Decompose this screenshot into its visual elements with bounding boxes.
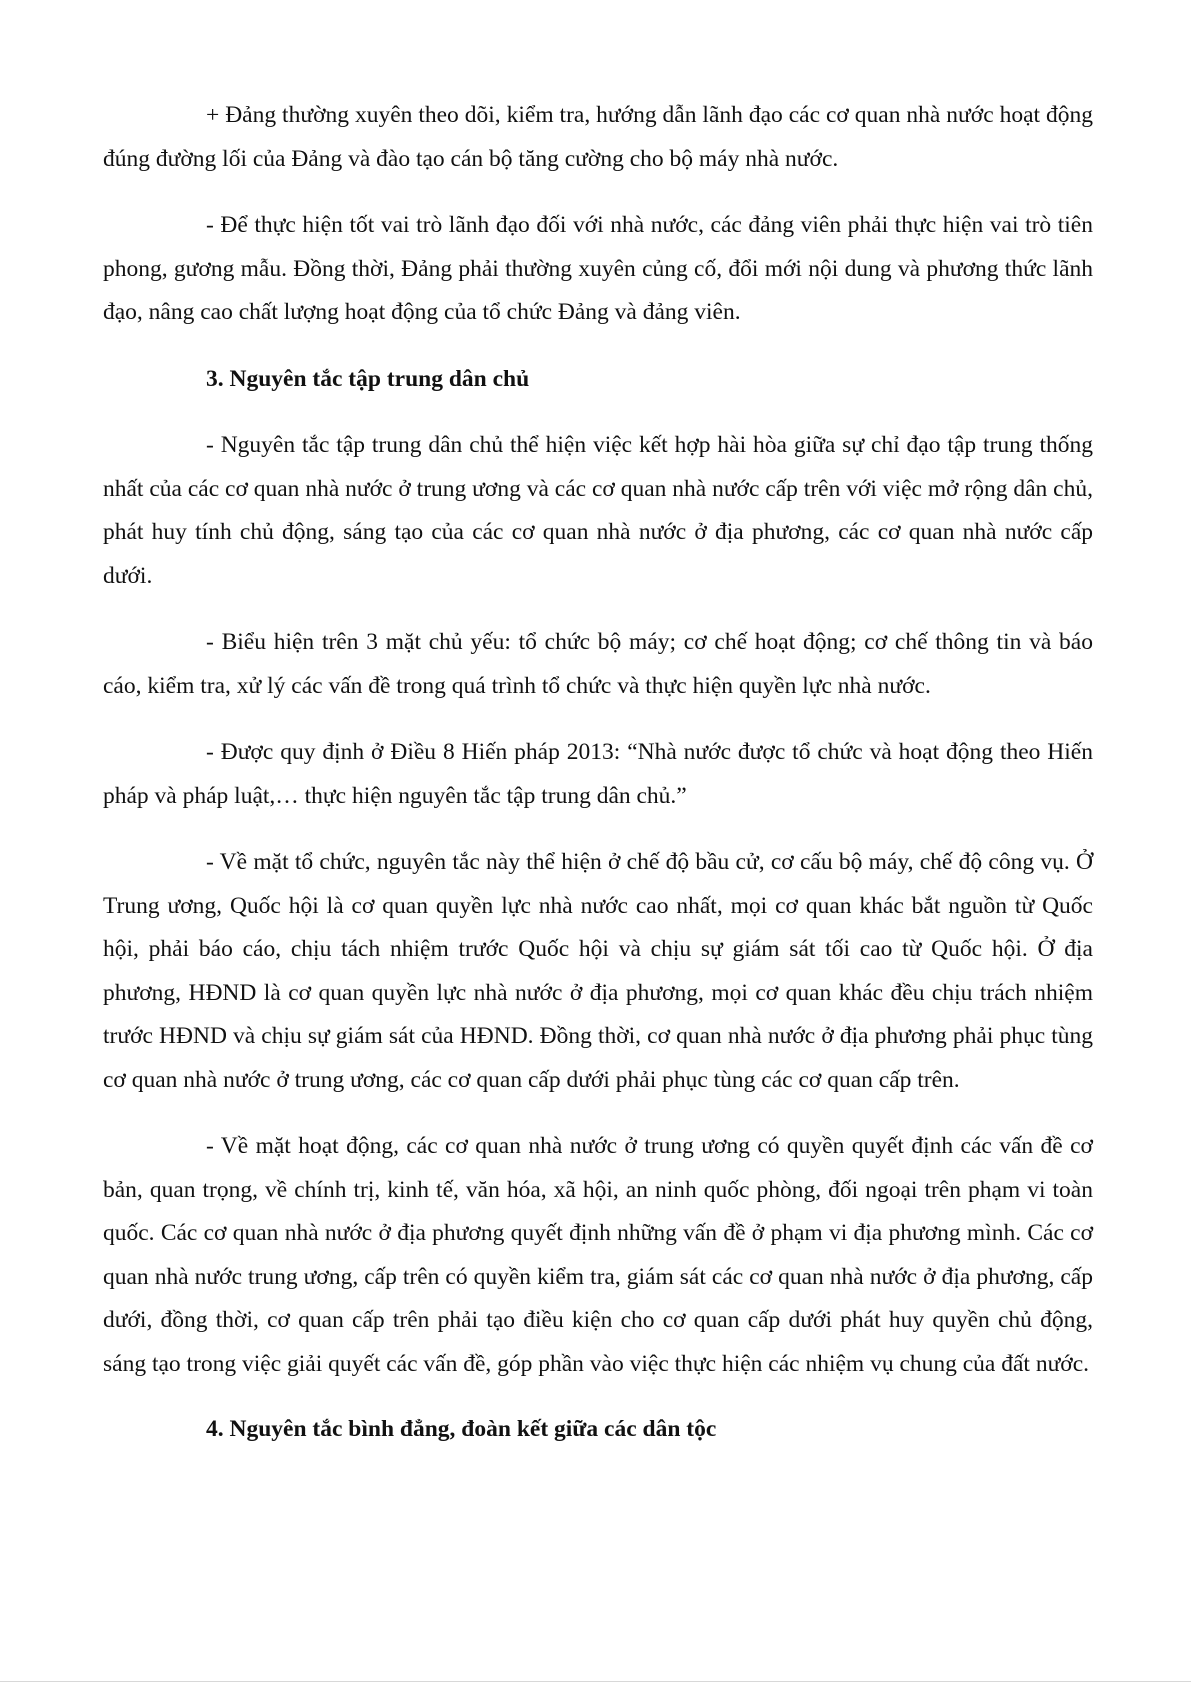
paragraph-organization-aspect: - Về mặt tổ chức, nguyên tắc này thể hiện ở chế độ bầu cử, cơ cấu bộ máy, chế độ công vụ. Ở Trung ương, Quốc hội là cơ quan quyền lực nhà nước cao nhất, mọi cơ quan khác bắt nguồn từ Quốc hội, phải báo cáo, chịu tách nhiệm trước Quốc hội và chịu sự giám sát tối cao từ Quốc hội. Ở địa phương, HĐND là cơ quan quyền lực nhà nước ở địa phương, mọi cơ quan khác đều chịu trách nhiệm trước HĐND và chịu sự giám sát của HĐND. Đồng thời, cơ quan nhà nước ở địa phương phải phục tùng cơ quan nhà nước ở trung ương, các cơ quan cấp dưới phải phục tùng các cơ quan cấp trên. — [103, 849, 1093, 1093]
paragraph-party-members-role: - Để thực hiện tốt vai trò lãnh đạo đối với nhà nước, các đảng viên phải thực hiện vai trò tiên phong, gương mẫu. Đồng thời, Đảng phải thường xuyên củng cố, đổi mới nội dung và phương thức lãnh đạo, nâng cao chất lượng hoạt động của tổ chức Đảng và đảng viên. — [103, 212, 1093, 325]
document-body — [103, 94, 1093, 1452]
page-bottom-divider — [0, 1681, 1191, 1682]
paragraph-democratic-centralism-definition: - Nguyên tắc tập trung dân chủ thể hiện việc kết hợp hài hòa giữa sự chỉ đạo tập trung thống nhất của các cơ quan nhà nước ở trung ương và các cơ quan nhà nước cấp trên với việc mở rộng dân chủ, phát huy tính chủ động, sáng tạo của các cơ quan nhà nước ở địa phương, các cơ quan nhà nước cấp dưới. — [103, 432, 1093, 589]
paragraph-activity-aspect: - Về mặt hoạt động, các cơ quan nhà nước ở trung ương có quyền quyết định các vấn đề cơ bản, quan trọng, về chính trị, kinh tế, văn hóa, xã hội, an ninh quốc phòng, đối ngoại trên phạm vi toàn quốc. Các cơ quan nhà nước ở địa phương quyết định những vấn đề ở phạm vi địa phương mình. Các cơ quan nhà nước trung ương, cấp trên có quyền kiểm tra, giám sát các cơ quan nhà nước ở địa phương, cấp dưới, đồng thời, cơ quan cấp trên phải tạo điều kiện cho cơ quan cấp dưới phát huy quyền chủ động, sáng tạo trong việc giải quyết các vấn đề, góp phần vào việc thực hiện các nhiệm vụ chung của đất nước. — [103, 1133, 1093, 1377]
paragraph-party-supervision: + Đảng thường xuyên theo dõi, kiểm tra, hướng dẫn lãnh đạo các cơ quan nhà nước hoạt động đúng đường lối của Đảng và đào tạo cán bộ tăng cường cho bộ máy nhà nước. — [103, 102, 1093, 172]
paragraph-constitution-article-8: - Được quy định ở Điều 8 Hiến pháp 2013: “Nhà nước được tổ chức và hoạt động theo Hiến pháp và pháp luật,… thực hiện nguyên tắc tập trung dân chủ.” — [103, 739, 1093, 809]
section-heading-3: 3. Nguyên tắc tập trung dân chủ — [206, 365, 530, 392]
paragraph-three-aspects: - Biểu hiện trên 3 mặt chủ yếu: tổ chức bộ máy; cơ chế hoạt động; cơ chế thông tin và báo cáo, kiểm tra, xử lý các vấn đề trong quá trình tổ chức và thực hiện quyền lực nhà nước. — [103, 629, 1093, 699]
section-heading-4: 4. Nguyên tắc bình đẳng, đoàn kết giữa các dân tộc — [206, 1416, 717, 1442]
